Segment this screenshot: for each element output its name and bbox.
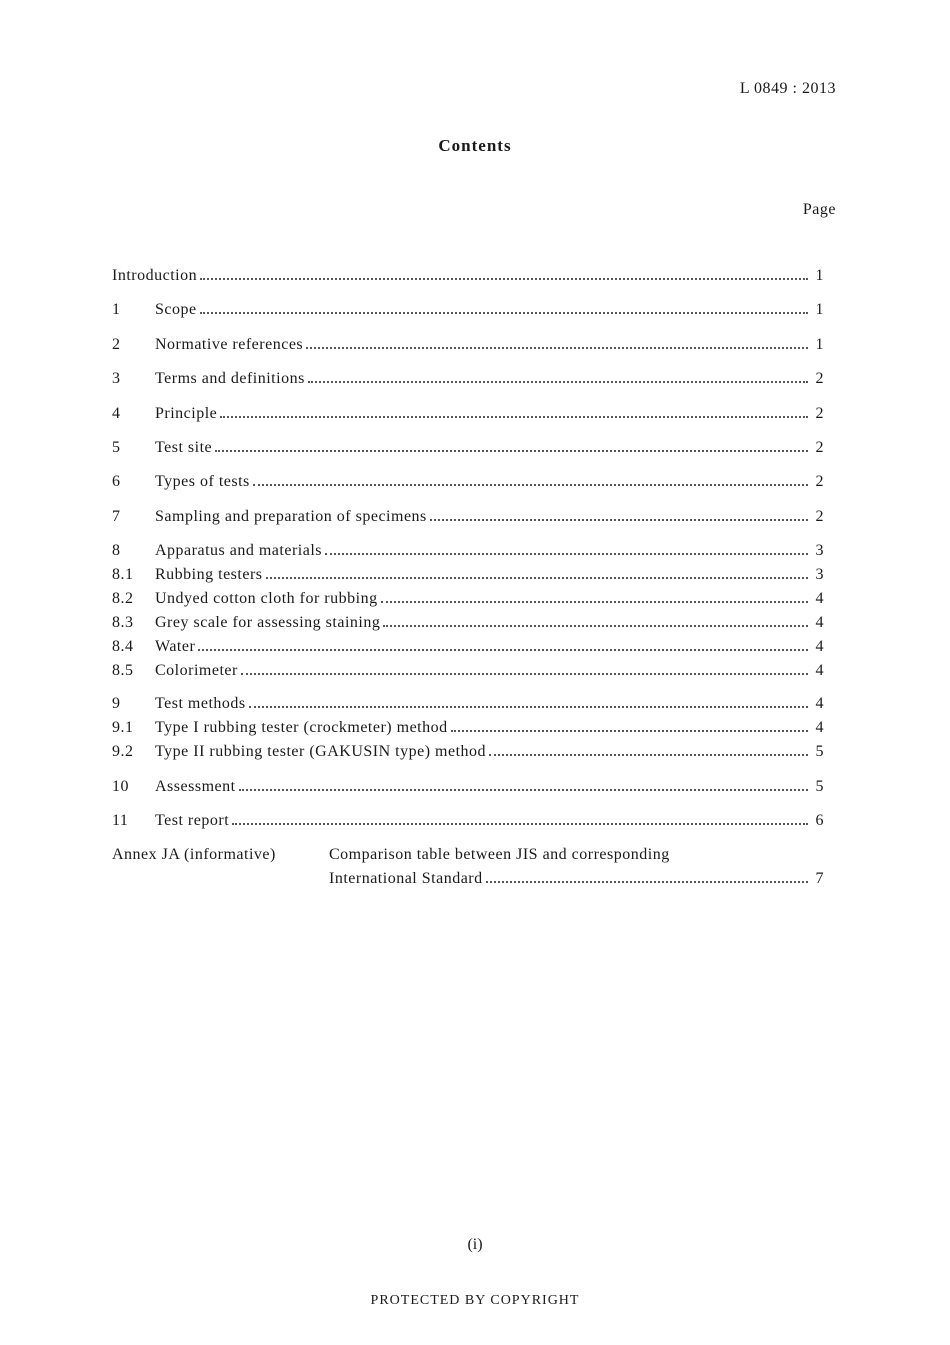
annex-prefix: Annex JA (informative): [112, 846, 276, 864]
toc-entry-page: 2: [815, 473, 824, 491]
dot-leader: [253, 484, 808, 486]
dot-leader: [383, 625, 808, 627]
dot-leader: [451, 730, 808, 732]
table-of-contents: [112, 264, 824, 891]
dot-leader: [241, 673, 808, 675]
toc-entry-label: Water: [155, 638, 196, 656]
toc-entry-label: Grey scale for assessing staining: [155, 614, 381, 632]
toc-entry-page: 4: [815, 590, 824, 608]
toc-entry-label: Type II rubbing tester (GAKUSIN type) method: [155, 743, 487, 761]
dot-leader: [249, 706, 808, 708]
toc-entry-type-ii-method[interactable]: [112, 740, 824, 764]
toc-entry-number: 8.5: [112, 662, 134, 680]
toc-entry-number: 2: [112, 335, 121, 353]
toc-entry-number: 6: [112, 473, 121, 491]
toc-entry-label: Test methods: [155, 695, 246, 713]
toc-entry-sampling[interactable]: [112, 505, 824, 529]
toc-entry-label: Type I rubbing tester (crockmeter) method: [155, 719, 448, 737]
dot-leader: [489, 754, 808, 756]
dot-leader: [232, 823, 808, 825]
toc-entry-number: 8.2: [112, 590, 134, 608]
toc-entry-number: 9.1: [112, 719, 134, 737]
toc-entry-undyed-cotton-cloth[interactable]: [112, 587, 824, 611]
toc-entry-page: 2: [815, 507, 824, 525]
toc-entry-rubbing-testers[interactable]: [112, 563, 824, 587]
toc-entry-label: Test site: [155, 438, 213, 456]
toc-entry-colorimeter[interactable]: [112, 659, 824, 683]
toc-entry-label: Colorimeter: [155, 662, 238, 680]
toc-entry-page: 7: [815, 870, 824, 888]
dot-leader: [215, 450, 808, 452]
dot-leader: [486, 881, 808, 883]
toc-entry-number: 8.4: [112, 638, 134, 656]
toc-entry-test-site[interactable]: [112, 436, 824, 460]
page-column-label: Page: [802, 201, 836, 218]
toc-entry-label: Comparison table between JIS and corresponding: [329, 846, 670, 864]
toc-entry-number: 5: [112, 438, 121, 456]
toc-entry-test-report[interactable]: [112, 809, 824, 833]
toc-entry-grey-scale[interactable]: [112, 611, 824, 635]
toc-entry-page: 4: [815, 638, 824, 656]
toc-entry-label: Sampling and preparation of specimens: [155, 507, 427, 525]
toc-entry-label: Undyed cotton cloth for rubbing: [155, 590, 378, 608]
toc-entry-number: 7: [112, 507, 121, 525]
dot-leader: [198, 649, 808, 651]
toc-entry-page: 2: [815, 404, 824, 422]
dot-leader: [266, 577, 809, 579]
toc-entry-label: Scope: [155, 301, 197, 319]
dot-leader: [325, 553, 808, 555]
dot-leader: [220, 416, 808, 418]
toc-entry-page: 3: [815, 542, 824, 560]
toc-entry-number: 8.1: [112, 566, 134, 584]
dot-leader: [200, 312, 808, 314]
toc-entry-label: Principle: [155, 404, 218, 422]
toc-entry-page: 4: [815, 719, 824, 737]
toc-entry-number: 1: [112, 301, 121, 319]
toc-entry-page: 2: [815, 370, 824, 388]
toc-entry-number: 10: [112, 777, 129, 795]
toc-entry-page: 1: [815, 335, 824, 353]
toc-entry-label: Types of tests: [155, 473, 250, 491]
toc-entry-label: Normative references: [155, 335, 304, 353]
dot-leader: [200, 278, 808, 280]
toc-entry-normative-references[interactable]: [112, 333, 824, 357]
toc-entry-scope[interactable]: [112, 298, 824, 322]
dot-leader: [430, 519, 808, 521]
toc-entry-page: 5: [815, 743, 824, 761]
toc-entry-number: 8.3: [112, 614, 134, 632]
toc-entry-label: Assessment: [155, 777, 236, 795]
toc-entry-label: Rubbing testers: [155, 566, 263, 584]
toc-entry-annex-ja[interactable]: [112, 843, 824, 891]
toc-entry-number: 9.2: [112, 743, 134, 761]
toc-entry-label-continued: International Standard: [329, 870, 483, 888]
copyright-notice: PROTECTED BY COPYRIGHT: [370, 1293, 580, 1308]
toc-entry-page: 4: [815, 662, 824, 680]
toc-entry-number: 4: [112, 404, 121, 422]
dot-leader: [308, 381, 808, 383]
dot-leader: [381, 601, 808, 603]
toc-entry-terms-and-definitions[interactable]: [112, 367, 824, 391]
toc-entry-number: 11: [112, 811, 129, 829]
page-number: (i): [467, 1236, 483, 1253]
toc-entry-page: 3: [815, 566, 824, 584]
dot-leader: [306, 347, 808, 349]
toc-entry-page: 5: [815, 777, 824, 795]
toc-entry-introduction[interactable]: [112, 264, 824, 288]
toc-entry-assessment[interactable]: [112, 775, 824, 799]
toc-entry-apparatus[interactable]: [112, 539, 824, 563]
toc-entry-page: 2: [815, 438, 824, 456]
page-title: Contents: [438, 136, 512, 155]
toc-entry-number: 9: [112, 695, 121, 713]
toc-entry-number: 3: [112, 370, 121, 388]
toc-entry-page: 1: [815, 267, 824, 284]
toc-entry-label: Terms and definitions: [155, 370, 305, 388]
toc-entry-page: 6: [815, 811, 824, 829]
toc-entry-label: Introduction: [112, 267, 198, 284]
toc-entry-label: Apparatus and materials: [155, 542, 322, 560]
toc-entry-types-of-tests[interactable]: [112, 470, 824, 494]
toc-entry-page: 4: [815, 614, 824, 632]
toc-entry-label: Test report: [155, 811, 230, 829]
toc-entry-number: 8: [112, 542, 121, 560]
dot-leader: [239, 789, 808, 791]
toc-entry-page: 4: [815, 695, 824, 713]
toc-entry-page: 1: [815, 301, 824, 319]
document-id: L 0849 : 2013: [739, 80, 836, 97]
toc-entry-principle[interactable]: [112, 402, 824, 426]
toc-entry-type-i-method[interactable]: [112, 716, 824, 740]
toc-entry-water[interactable]: [112, 635, 824, 659]
toc-entry-test-methods[interactable]: [112, 692, 824, 716]
